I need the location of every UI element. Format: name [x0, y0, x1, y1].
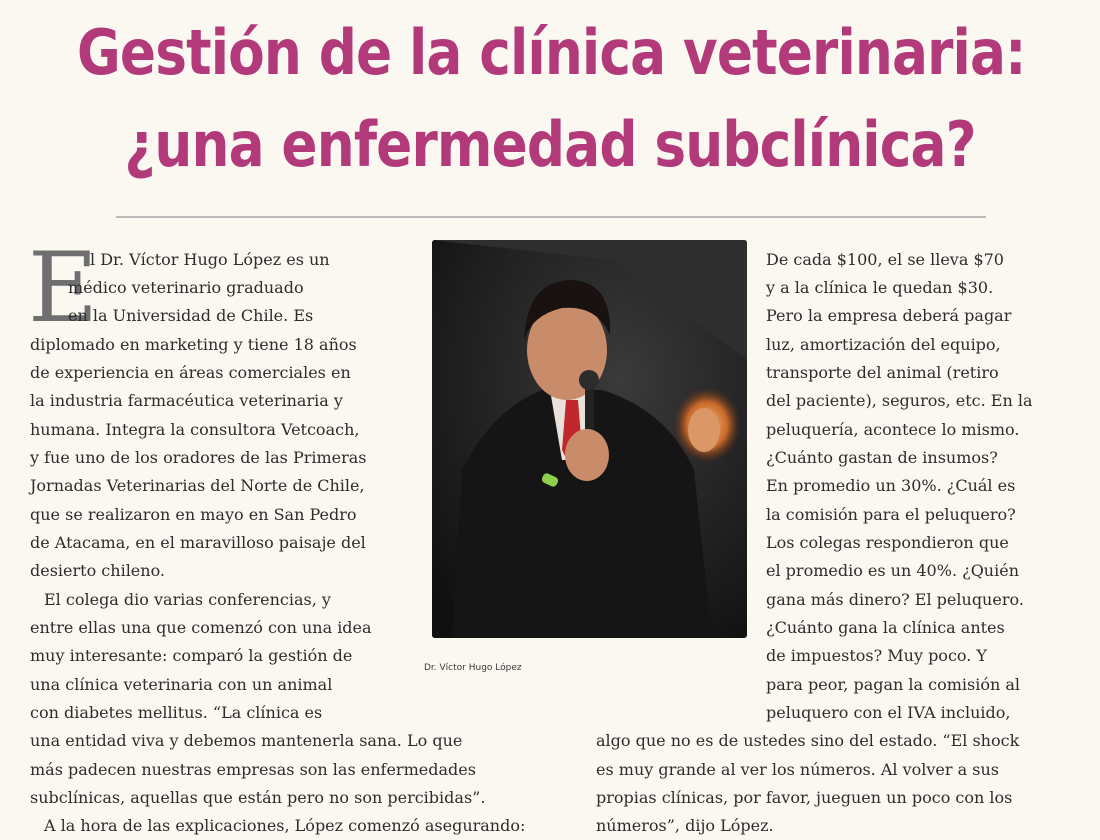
photo-caption: Dr. Víctor Hugo López [424, 663, 522, 673]
right-col-line: Pero la empresa deberá pagar [766, 306, 1012, 325]
left-col-line: muy interesante: comparó la gestión de [30, 646, 353, 665]
right-col-line: propias clínicas, por favor, jueguen un poco con los [596, 788, 1013, 807]
right-col-line: De cada $100, el se lleva $70 [766, 250, 1004, 269]
right-col-line: para peor, pagan la comisión al [766, 675, 1021, 694]
left-col-line: que se realizaron en mayo en San Pedro [30, 505, 357, 524]
left-col-line: la industria farmacéutica veterinaria y [30, 391, 343, 410]
right-col-line: peluquería, acontece lo mismo. [766, 420, 1020, 439]
left-col-line: y fue uno de los oradores de las Primeras [30, 448, 367, 467]
left-col-line: humana. Integra la consultora Vetcoach, [30, 420, 360, 439]
right-col-line: ¿Cuánto gana la clínica antes [766, 618, 1005, 637]
title-divider [116, 216, 986, 218]
right-col-line: luz, amortización del equipo, [766, 335, 1001, 354]
right-col-line: algo que no es de ustedes sino del estado. “El shock [596, 731, 1020, 750]
left-col-line: subclínicas, aquellas que están pero no son percibidas”. [30, 788, 486, 807]
right-col-line: En promedio un 30%. ¿Cuál es [766, 476, 1016, 495]
article-title-line2: ¿una enfermedad subclínica? [124, 108, 976, 181]
left-col-line: entre ellas una que comenzó con una idea [30, 618, 372, 637]
left-col-line: desierto chileno. [30, 561, 166, 580]
right-col-line: la comisión para el peluquero? [766, 505, 1016, 524]
right-col-line: el promedio es un 40%. ¿Quién [766, 561, 1019, 580]
left-col-line: en la Universidad de Chile. Es [68, 306, 314, 325]
left-col-line: más padecen nuestras empresas son las enfermedades [30, 760, 476, 779]
left-col-line: de experiencia en áreas comerciales en [30, 363, 351, 382]
left-col-line: A la hora de las explicaciones, López comenzó asegurando: [44, 816, 526, 835]
drop-cap: E [28, 232, 99, 344]
speaker-photo [432, 240, 747, 638]
right-col-line: Los colegas respondieron que [766, 533, 1009, 552]
left-col-line: una entidad viva y debemos mantenerla sana. Lo que [30, 731, 463, 750]
left-col-line: con diabetes mellitus. “La clínica es [30, 703, 323, 722]
right-col-line: gana más dinero? El peluquero. [766, 590, 1024, 609]
right-col-line: transporte del animal (retiro [766, 363, 999, 382]
left-col-line: médico veterinario graduado [68, 278, 304, 297]
right-col-line: peluquero con el IVA incluido, [766, 703, 1011, 722]
right-col-line: es muy grande al ver los números. Al volver a sus [596, 760, 999, 779]
article-title-line1: Gestión de la clínica veterinaria: [77, 16, 1026, 89]
left-col-line: El colega dio varias conferencias, y [44, 590, 331, 609]
right-col-line: ¿Cuánto gastan de insumos? [766, 448, 998, 467]
left-col-line: una clínica veterinaria con un animal [30, 675, 333, 694]
right-col-line: números”, dijo López. [596, 816, 774, 835]
left-col-line: Jornadas Veterinarias del Norte de Chile, [30, 476, 365, 495]
right-col-line: de impuestos? Muy poco. Y [766, 646, 987, 665]
left-col-line: diplomado en marketing y tiene 18 años [30, 335, 357, 354]
right-col-line: y a la clínica le quedan $30. [766, 278, 994, 297]
left-col-line: de Atacama, en el maravilloso paisaje del [30, 533, 366, 552]
right-col-line: del paciente), seguros, etc. En la [766, 391, 1033, 410]
left-col-line: l Dr. Víctor Hugo López es un [90, 250, 330, 269]
